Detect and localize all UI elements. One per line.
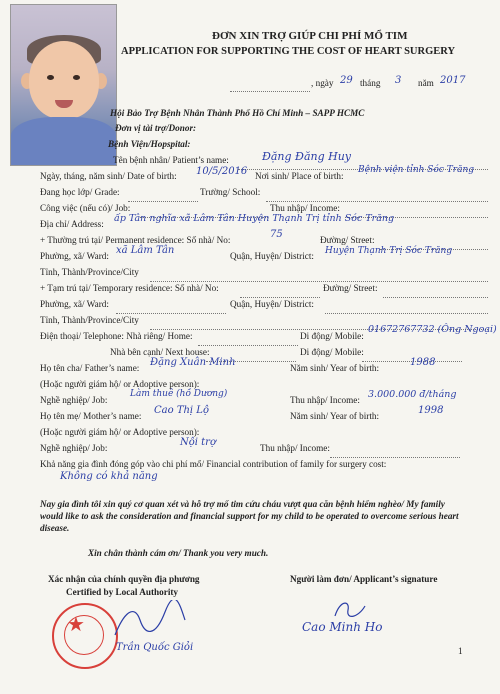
ward-label-2: Phường, xã/ Ward: (40, 299, 109, 309)
school-label: Trường/ School: (200, 187, 261, 197)
official-seal (52, 603, 118, 669)
father-yob-value: 1988 (410, 357, 436, 368)
guardian-label-2: (Hoặc người giám hộ/ or Adoptive person): (40, 427, 200, 437)
date-year-label: năm (418, 78, 434, 88)
title-vietnamese: ĐƠN XIN TRỢ GIÚP CHI PHÍ MỔ TIM (212, 30, 408, 42)
date-day-label: , ngày (311, 78, 334, 88)
page-number: 1 (458, 646, 463, 656)
job-label: Công việc (nếu có)/ Job: (40, 203, 131, 213)
ward-value: xã Lâm Tân (116, 245, 175, 256)
father-income-value: 3.000.000 đ/tháng (368, 389, 457, 400)
mother-name-value: Cao Thị Lộ (154, 405, 209, 416)
father-name-value: Đặng Xuân Minh (150, 357, 236, 368)
mobile-label: Di động/ Mobile: (300, 331, 364, 341)
dob-label: Ngày, tháng, năm sinh/ Date of birth: (40, 171, 177, 181)
income-label: Thu nhập/ Income: (270, 203, 340, 213)
father-name-label: Họ tên cha/ Father’s name: (40, 363, 140, 373)
permanent-no-value: 75 (270, 229, 283, 240)
mother-yob-value: 1998 (418, 405, 444, 416)
patient-photo (10, 4, 117, 166)
official-signature-name: Trần Quốc Giỏi (116, 642, 194, 653)
applicant-signature-label: Người làm đơn/ Applicant’s signature (290, 574, 438, 584)
home-phone-label: Điện thoại/ Telephone: Nhà riêng/ Home: (40, 331, 193, 341)
province-label-2: Tỉnh, Thành/Province/City (40, 315, 139, 325)
mother-name-label: Họ tên mẹ/ Mother’s name: (40, 411, 142, 421)
pob-value: Bệnh viện tỉnh Sóc Trăng (358, 165, 475, 175)
next-house-label: Nhà bên cạnh/ Next house: (110, 347, 210, 357)
district-label: Quận, Huyện/ District: (230, 251, 314, 261)
donor-label: Đơn vị tài trợ/Donor: (115, 123, 197, 133)
pob-label: Nơi sinh/ Place of birth: (255, 171, 344, 181)
contribution-label: Khả năng gia đình đóng góp vào chi phí mổ/ Financial contribution of family for surgery cost: (40, 459, 387, 469)
date-month-label: tháng (360, 78, 381, 88)
certify-label-vi: Xác nhận của chính quyền địa phương (48, 574, 200, 584)
date-year: 2017 (440, 75, 466, 86)
hospital-label: Bệnh Viện/Hopspital: (108, 139, 191, 149)
applicant-signature-name: Cao Minh Ho (302, 620, 383, 634)
applicant-signature-stroke (330, 598, 370, 622)
plea-english: My family would like to ask the consideration and financial support for my child to be operated to overcome serious heart disease. (40, 499, 459, 533)
district-label-2: Quận, Huyện/ District: (230, 299, 314, 309)
year-of-birth-label: Năm sinh/ Year of birth: (290, 363, 380, 373)
province-label: Tỉnh, Thành/Province/City (40, 267, 139, 277)
mother-job-label: Nghề nghiệp/ Job: (40, 443, 108, 453)
patient-name-value: Đặng Đăng Huy (262, 150, 352, 163)
income-label-3: Thu nhập/ Income: (260, 443, 330, 453)
mobile-label-2: Di động/ Mobile: (300, 347, 364, 357)
patient-name-label: Tên bệnh nhân/ Patient’s name: (113, 155, 229, 165)
date-day: 29 (340, 75, 353, 86)
official-signature-stroke (110, 600, 190, 640)
street-label-2: Đường/ Street: (323, 283, 378, 293)
organization-line: Hội Bảo Trợ Bệnh Nhân Thành Phố Hồ Chí Minh – SAPP HCMC (110, 108, 365, 118)
father-job-label: Nghề nghiệp/ Job: (40, 395, 108, 405)
contribution-value: Không có khả năng (60, 471, 158, 482)
address-value: ấp Tân nghĩa xã Lâm Tân Huyện Thạnh Trị tỉnh Sóc Trăng (114, 213, 395, 224)
ward-label: Phường, xã/ Ward: (40, 251, 109, 261)
father-job-value: Làm thuê (hồ Dương) (130, 389, 228, 399)
thanks-line: Xin chân thành cám ơn/ Thank you very much. (88, 548, 269, 558)
mobile-value: 01672767732 (Ông Ngoại) (368, 324, 497, 335)
district-value: Huyện Thạnh Trị Sóc Trăng (325, 246, 453, 256)
permanent-residence-label: + Thường trú tại/ Permanent residence: Số nhà/ No: (40, 235, 231, 245)
plea-paragraph (40, 498, 470, 534)
plea-vietnamese: Nay gia đình tôi xin quý cơ quan xét và hỗ trợ mổ tim cứu cháu vượt qua căn bệnh hiểm nghèo/ (40, 499, 404, 509)
year-of-birth-label-2: Năm sinh/ Year of birth: (290, 411, 380, 421)
dob-value: 10/5/2016 (196, 166, 248, 177)
income-label-2: Thu nhập/ Income: (290, 395, 360, 405)
certify-label-en: Certified by Local Authority (66, 587, 179, 597)
date-month: 3 (395, 75, 402, 86)
mother-job-value: Nội trợ (180, 437, 216, 448)
grade-label: Đang học lớp/ Grade: (40, 187, 120, 197)
address-label: Địa chỉ/ Address: (40, 219, 104, 229)
star-icon: ★ (67, 614, 85, 636)
street-label: Đường/ Street: (320, 235, 375, 245)
title-english: APPLICATION FOR SUPPORTING THE COST OF HEART SURGERY (121, 46, 456, 57)
guardian-label: (Hoặc người giám hộ/ or Adoptive person): (40, 379, 200, 389)
temporary-residence-label: + Tạm trú tại/ Temporary residence: Số nhà/ No: (40, 283, 219, 293)
